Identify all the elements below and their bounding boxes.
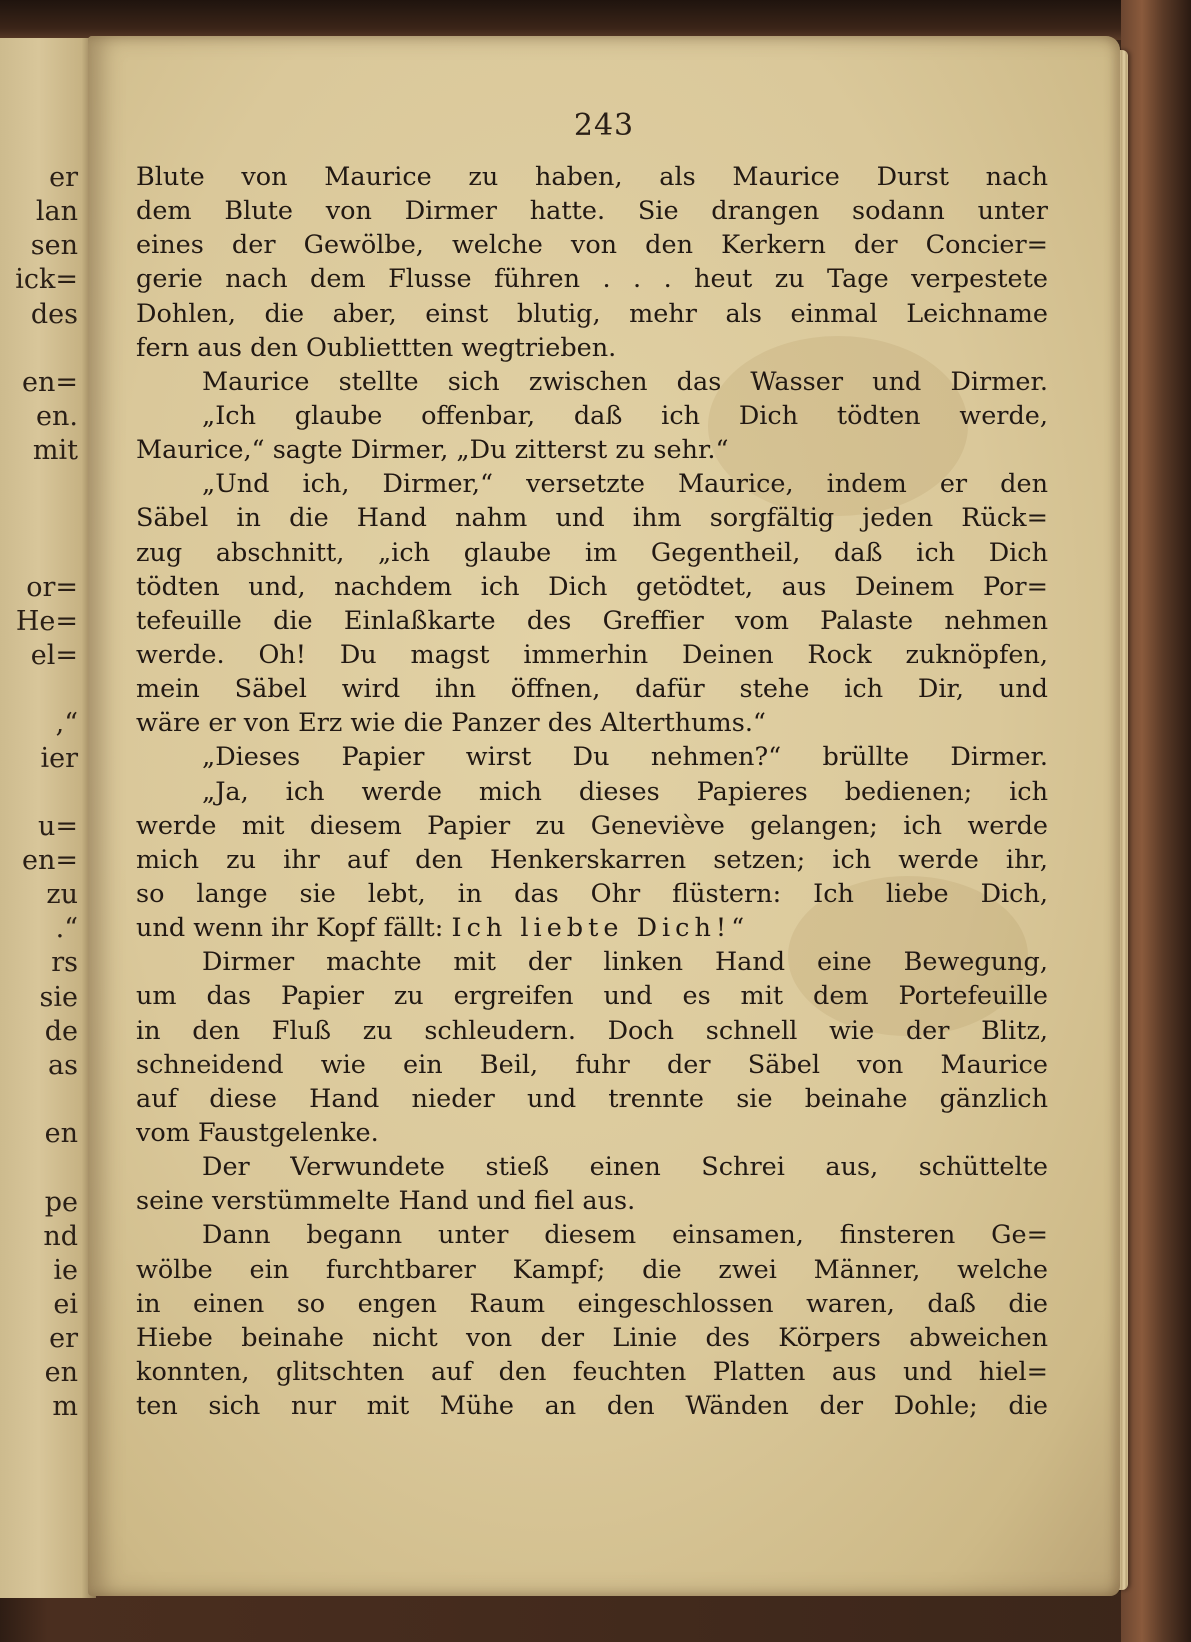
- text-line: Hiebe beinahe nicht von der Linie des Körpers abweichen: [136, 1322, 1048, 1353]
- text-line: Dirmer machte mit der linken Hand eine Bewegung,: [202, 947, 1048, 978]
- text-line: wäre er von Erz wie die Panzer des Alterthums.“: [136, 708, 766, 739]
- text-line: auf diese Hand nieder und trennte sie beinahe gänzlich: [136, 1083, 1048, 1114]
- facing-page-fragment: mit: [32, 435, 78, 467]
- text-line: um das Papier zu ergreifen und es mit dem Portefeuille: [136, 981, 1048, 1012]
- facing-page-strip: [0, 38, 96, 1598]
- page-number: 243: [573, 108, 635, 143]
- facing-page-fragment: sie: [39, 981, 78, 1013]
- text-line: Maurice,“ sagte Dirmer, „Du zitterst zu sehr.“: [136, 435, 729, 466]
- text-line: „Ich glaube offenbar, daß ich Dich tödten werde,: [202, 400, 1048, 431]
- text-line: „Und ich, Dirmer,“ versetzte Maurice, indem er den: [202, 469, 1048, 500]
- facing-page-fragment: en: [44, 1357, 78, 1389]
- text-line: eines der Gewölbe, welche von den Kerkern der Concier=: [136, 230, 1048, 261]
- text-line: Dohlen, die aber, einst blutig, mehr als einmal Leichname: [136, 298, 1048, 329]
- facing-page-fragment: en=: [22, 845, 78, 876]
- text-line: gerie nach dem Flusse führen . . . heut zu Tage verpestete: [136, 264, 1048, 295]
- text-line: so lange sie lebt, in das Ohr flüstern: Ich liebe Dich,: [136, 878, 1048, 909]
- text-line: „Dieses Papier wirst Du nehmen?“ brüllte Dirmer.: [202, 742, 1048, 773]
- facing-page-fragment: nd: [43, 1220, 78, 1252]
- text-line: konnten, glitschten auf den feuchten Platten aus und hiel=: [136, 1356, 1048, 1387]
- text-line: schneidend wie ein Beil, fuhr der Säbel von Maurice: [136, 1049, 1048, 1080]
- text-line: Blute von Maurice zu haben, als Maurice Durst nach: [136, 162, 1048, 192]
- facing-page-fragment: en: [44, 1118, 78, 1150]
- text-line: Säbel in die Hand nahm und ihm sorgfältig jeden Rück=: [136, 503, 1048, 534]
- facing-page-fragment: des: [30, 298, 78, 330]
- facing-page-fragment: en=: [22, 366, 78, 398]
- facing-page-fragment: ei: [53, 1288, 78, 1320]
- facing-page-fragment: or=: [26, 571, 78, 603]
- text-line: dem Blute von Dirmer hatte. Sie drangen sodann unter: [136, 196, 1048, 227]
- text-line: in den Fluß zu schleudern. Doch schnell wie der Blitz,: [136, 1015, 1048, 1046]
- facing-page-fragment: sen: [30, 230, 78, 262]
- facing-page-fragment: He=: [15, 605, 78, 637]
- facing-page-fragment: m: [52, 1391, 78, 1423]
- text-line: vom Faustgelenke.: [136, 1117, 379, 1148]
- facing-page-fragment: ick=: [15, 264, 78, 296]
- facing-page-fragment: ,“: [55, 708, 78, 740]
- emphasised-phrase: Ich liebte Dich!“: [451, 913, 750, 944]
- facing-page-fragment: de: [44, 1015, 78, 1047]
- text-line: wölbe ein furchtbarer Kampf; die zwei Männer, welche: [136, 1254, 1048, 1285]
- book-page: [88, 36, 1120, 1596]
- text-line: zug abschnitt, „ich glaube im Gegentheil, daß ich Dich: [136, 537, 1048, 568]
- facing-page-fragment: er: [49, 162, 78, 193]
- text-line: in einen so engen Raum eingeschlossen waren, daß die: [136, 1288, 1048, 1319]
- text-line: Dann begann unter diesem einsamen, finsteren Ge=: [202, 1220, 1048, 1251]
- text-line: werde mit diesem Papier zu Geneviève gelangen; ich werde: [136, 810, 1048, 841]
- facing-page-fragment: en.: [36, 401, 78, 433]
- facing-page-fragment: el=: [30, 640, 78, 672]
- text-line: „Ja, ich werde mich dieses Papieres bedienen; ich: [202, 776, 1048, 807]
- text-line: Der Verwundete stieß einen Schrei aus, schüttelte: [202, 1152, 1048, 1183]
- text-line: fern aus den Oubliettten wegtrieben.: [136, 332, 617, 363]
- cover-right-edge: [1121, 0, 1191, 1642]
- text-line: Maurice stellte sich zwischen das Wasser und Dirmer.: [202, 366, 1048, 397]
- text-line: tödten und, nachdem ich Dich getödtet, aus Deinem Por=: [136, 571, 1048, 602]
- facing-page-fragment: .“: [55, 913, 78, 945]
- text-line: tefeuille die Einlaßkarte des Greffier vom Palaste nehmen: [136, 605, 1048, 636]
- facing-page-fragment: as: [48, 1049, 78, 1081]
- text-line: mein Säbel wird ihn öffnen, dafür stehe ich Dir, und: [136, 674, 1048, 705]
- facing-page-fragment: u=: [37, 810, 78, 842]
- text-line: ten sich nur mit Mühe an den Wänden der Dohle; die: [136, 1391, 1048, 1422]
- cover-top-edge: [0, 0, 1191, 40]
- text-line: und wenn ihr Kopf fällt: Ich liebte Dich!“: [136, 913, 750, 944]
- facing-page-fragment: ie: [53, 1254, 78, 1286]
- text-line: mich zu ihr auf den Henkerskarren setzen; ich werde ihr,: [136, 844, 1048, 875]
- facing-page-fragment: pe: [44, 1186, 78, 1218]
- text-line: seine verstümmelte Hand und fiel aus.: [136, 1186, 636, 1217]
- page-text: [136, 160, 1048, 1423]
- text-line: werde. Oh! Du magst immerhin Deinen Rock zuknöpfen,: [136, 639, 1048, 670]
- facing-page-fragment: zu: [46, 879, 78, 911]
- facing-page-fragment: rs: [51, 947, 78, 979]
- facing-page-fragment: ier: [40, 742, 78, 774]
- facing-page-fragment: er: [49, 1323, 78, 1355]
- facing-page-fragment: lan: [35, 196, 78, 228]
